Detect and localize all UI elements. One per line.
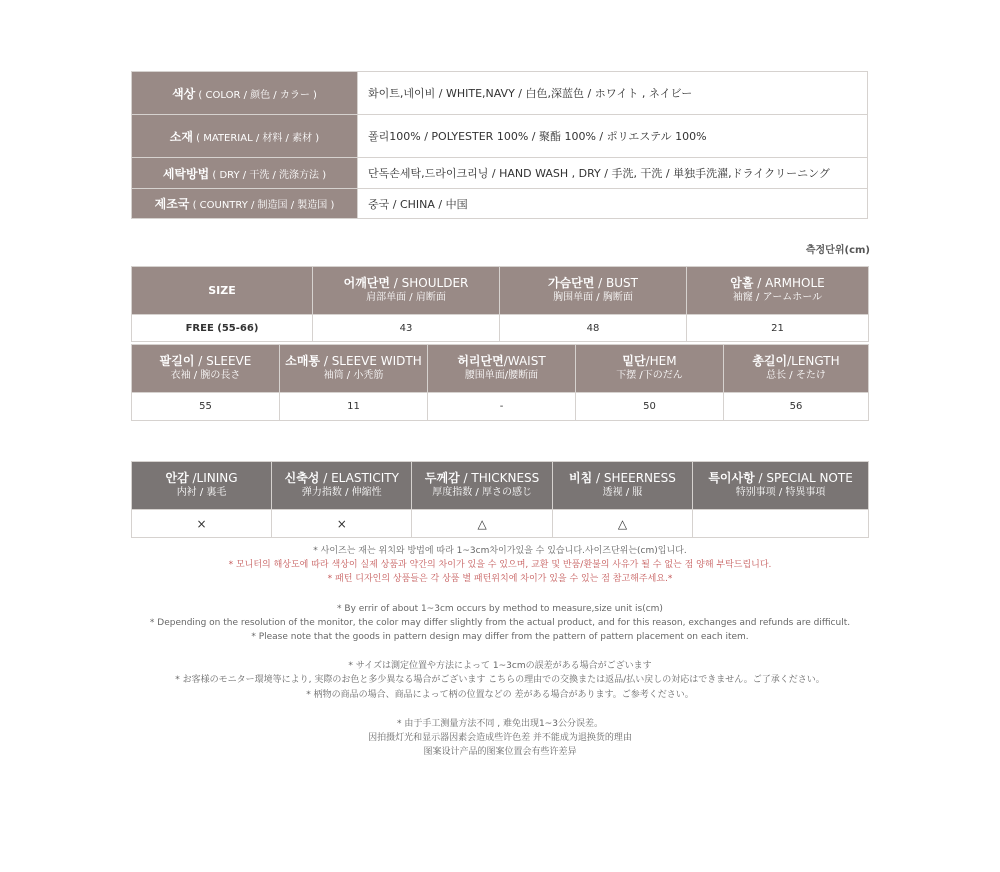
special-note-value — [693, 510, 869, 538]
thickness-value: △ — [412, 510, 552, 538]
info-value-country: 중국 / CHINA / 中国 — [358, 189, 868, 219]
elasticity-header-kr: 신축성 — [284, 471, 320, 485]
sleeve-header — [132, 345, 280, 393]
length-header-en: /LENGTH — [787, 354, 840, 368]
info-key-country — [132, 189, 358, 219]
waist-header-kr: 허리단면 — [457, 354, 504, 368]
info-value-material: 폴리100% / POLYESTER 100% / 聚酯 100% / ポリエステル 100% — [358, 115, 868, 158]
sleeve-header-kr: 팔길이 — [159, 354, 195, 368]
sheerness-header-sub: 透视 / 服 — [602, 487, 643, 498]
info-key-material-kr: 소재 — [169, 129, 193, 144]
note-jp-3: * 柄物の商品の場合、商品によって柄の位置などの 差がある場合があります。ご参考ください。 — [306, 689, 694, 700]
note-kr-2: * 모니터의 해상도에 따라 색상이 실제 상품과 약간의 차이가 있을 수 있으며, 교환 및 반품/환불의 사유가 될 수 없는 점 양해 부탁드립니다. — [228, 560, 772, 571]
note-cn-3: 图案设计产品的图案位置会有些许差异 — [423, 747, 577, 758]
note-en-3: * Please note that the goods in pattern design may differ from the pattern of pattern placement on each item. — [251, 631, 749, 642]
sheerness-value: △ — [552, 510, 692, 538]
size-name-cell: FREE (55-66) — [132, 315, 313, 342]
note-kr-1: * 사이즈는 재는 위치와 방법에 따라 1~3cm차이가있을 수 있습니다.사이즈단위는(cm)입니다. — [313, 546, 687, 556]
lining-header-kr: 안감 — [165, 471, 189, 485]
length-header — [724, 345, 869, 393]
info-row-material — [132, 115, 868, 158]
special-note-header-sub: 特别事项 / 特異事項 — [735, 487, 826, 498]
length-value: 56 — [724, 393, 869, 421]
armhole-value: 21 — [687, 315, 869, 342]
waist-value: - — [428, 393, 576, 421]
shoulder-value: 43 — [313, 315, 500, 342]
info-value-washing: 단독손세탁,드라이크리닝 / HAND WASH , DRY / 手洗, 干洗 / 単独手洗濯,ドライクリーニング — [358, 158, 868, 189]
info-key-washing-sub: ( DRY / 干洗 / 洗涤方法 ) — [209, 169, 327, 181]
fabric-info-table — [131, 461, 869, 538]
info-key-country-kr: 제조국 — [154, 197, 190, 211]
armhole-header-sub: 袖窿 / アームホール — [732, 292, 823, 303]
fabric-header-row — [132, 462, 869, 510]
sleeve-width-header-kr: 소매통 — [285, 354, 321, 368]
special-note-header — [693, 462, 869, 510]
info-key-material-sub: ( MATERIAL / 材料 / 素材 ) — [192, 132, 320, 144]
elasticity-header-sub: 弹力指数 / 伸縮性 — [301, 487, 382, 498]
hem-value: 50 — [576, 393, 724, 421]
size-table-2-data-row — [132, 393, 869, 421]
hem-header-sub: 下摆 /下のだん — [616, 370, 683, 381]
info-key-color-kr: 색상 — [172, 86, 196, 101]
sleeve-width-header — [280, 345, 428, 393]
elasticity-header — [272, 462, 412, 510]
note-en-2: * Depending on the resolution of the monitor, the color may differ slightly from the actual product, and for this reason, exchanges and refunds are difficult. — [149, 617, 851, 628]
sleeve-width-header-sub: 袖筒 / 小秃筋 — [323, 370, 384, 381]
elasticity-header-en: / ELASTICITY — [319, 471, 399, 485]
note-cn-2: 因拍摄灯光和显示器因素会造成些许色差 并不能成为退换货的理由 — [368, 732, 632, 743]
size-table-2-header-row — [132, 345, 869, 393]
note-cn-1: * 由于手工测量方法不同 , 难免出现1~3公分误差。 — [397, 718, 603, 729]
note-kr-3: * 패턴 디자인의 상품들은 각 상품 별 패턴위치에 차이가 있을 수 있는 점 참고해주세요.* — [327, 574, 673, 585]
armhole-header-en: / ARMHOLE — [753, 276, 825, 290]
info-key-color-sub: ( COLOR / 颜色 / カラー ) — [195, 89, 317, 101]
info-value-color: 화이트,네이비 / WHITE,NAVY / 白色,深蓝色 / ホワイト , ネイビー — [358, 72, 868, 115]
note-jp-1: * サイズは測定位置や方法によって 1~3cmの誤差がある場合がございます — [348, 661, 652, 672]
sleeve-width-value: 11 — [280, 393, 428, 421]
shoulder-header-en: / SHOULDER — [389, 276, 469, 290]
length-header-kr: 총길이 — [752, 354, 788, 368]
shoulder-header — [313, 267, 500, 315]
lining-header-sub: 内衬 / 裏毛 — [176, 487, 227, 498]
note-jp-2: * お客様のモニター環境等により, 実際のお色と多少異なる場合がございます こちらの理由での交換または返品/払い戻しの対応はできません。ご了承ください。 — [175, 675, 825, 686]
thickness-header-sub: 厚度指数 / 厚さの感じ — [432, 487, 532, 498]
special-note-header-kr: 특이사항 — [708, 471, 755, 485]
bust-header-kr: 가슴단면 — [547, 276, 595, 290]
sleeve-header-en: / SLEEVE — [194, 354, 252, 368]
hem-header — [576, 345, 724, 393]
thickness-header — [412, 462, 552, 510]
bust-header-en: / BUST — [594, 276, 638, 290]
size-table-1-header-row — [132, 267, 869, 315]
elasticity-value: × — [272, 510, 412, 538]
sleeve-header-sub: 衣袖 / 腕の長さ — [170, 370, 241, 381]
size-table-2 — [131, 344, 869, 421]
bust-value: 48 — [500, 315, 687, 342]
product-info-table — [131, 71, 868, 219]
special-note-header-en: / SPECIAL NOTE — [754, 471, 853, 485]
info-key-washing-kr: 세탁방법 — [162, 166, 210, 181]
size-table-1-data-row — [132, 315, 869, 342]
info-key-material — [132, 115, 358, 158]
sleeve-value: 55 — [132, 393, 280, 421]
size-table-1 — [131, 266, 869, 342]
lining-header-en: /LINING — [188, 471, 238, 485]
measurement-unit-label: 측정단위(cm) — [805, 245, 870, 256]
lining-header — [132, 462, 272, 510]
thickness-header-en: / THICKNESS — [459, 471, 540, 485]
notes-section — [100, 544, 900, 759]
waist-header-en: /WAIST — [503, 354, 546, 368]
info-key-country-sub: ( COUNTRY / 制造国 / 製造国 ) — [189, 200, 335, 211]
sleeve-width-header-en: / SLEEVE WIDTH — [320, 354, 422, 368]
shoulder-header-sub: 肩部单面 / 肩断面 — [366, 292, 446, 303]
info-row-washing — [132, 158, 868, 189]
sheerness-header-en: / SHEERNESS — [592, 471, 676, 485]
armhole-header-kr: 암홀 — [730, 276, 754, 290]
hem-header-kr: 밑단 — [622, 354, 646, 368]
note-en-1: * By errir of about 1~3cm occurs by method to measure,size unit is(cm) — [337, 603, 663, 614]
bust-header-sub: 胸围单面 / 胸断面 — [553, 292, 633, 303]
thickness-header-kr: 두께감 — [424, 471, 460, 485]
lining-value: × — [132, 510, 272, 538]
waist-header — [428, 345, 576, 393]
shoulder-header-kr: 어깨단면 — [343, 276, 390, 290]
info-key-color — [132, 72, 358, 115]
sheerness-header — [552, 462, 692, 510]
length-header-sub: 总长 / そたけ — [766, 370, 826, 381]
sheerness-header-kr: 비침 — [569, 471, 593, 485]
info-row-country — [132, 189, 868, 219]
info-row-color — [132, 72, 868, 115]
size-header: SIZE — [132, 267, 313, 315]
info-key-washing — [132, 158, 358, 189]
waist-header-sub: 腰围单面/腰断面 — [464, 370, 539, 381]
hem-header-en: /HEM — [645, 354, 677, 368]
bust-header — [500, 267, 687, 315]
armhole-header — [687, 267, 869, 315]
fabric-data-row — [132, 510, 869, 538]
